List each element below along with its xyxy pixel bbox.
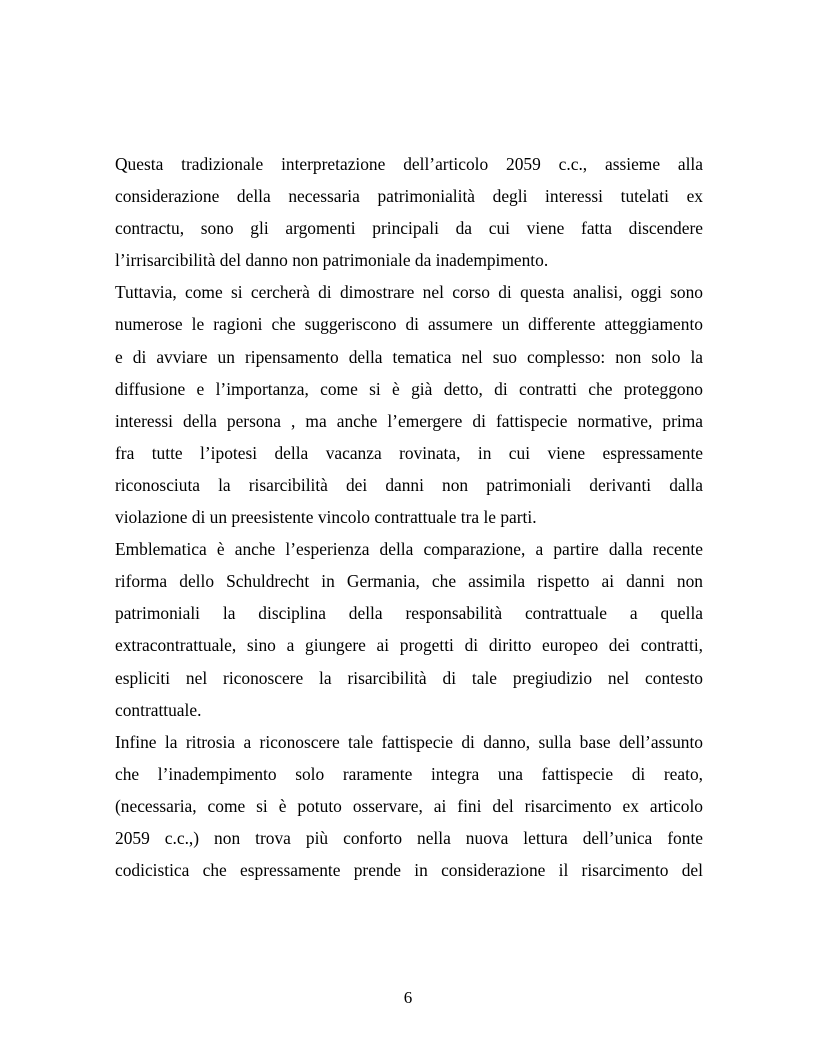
text-line: considerazione della necessaria patrimonialità degli interessi tutelati ex (115, 186, 703, 207)
text-line: codicistica che espressamente prende in considerazione il risarcimento del (115, 860, 703, 881)
text-line: numerose le ragioni che suggeriscono di assumere un differente atteggiamento (115, 314, 703, 335)
text-line: Questa tradizionale interpretazione dell’articolo 2059 c.c., assieme alla (115, 154, 703, 174)
text-line: contractu, sono gli argomenti principali da cui viene fatta discendere (115, 218, 703, 239)
text-line: riforma dello Schuldrecht in Germania, che assimila rispetto ai danni non (115, 571, 703, 592)
text-line: contrattuale. (115, 699, 202, 720)
text-line: riconosciuta la risarcibilità dei danni non patrimoniali derivanti dalla (115, 474, 703, 495)
text-line: interessi della persona , ma anche l’emergere di fattispecie normative, prima (115, 410, 703, 431)
text-line: patrimoniali la disciplina della responsabilità contrattuale a quella (115, 603, 703, 624)
text-line: l’irrisarcibilità del danno non patrimoniale da inadempimento. (115, 250, 549, 271)
text-line: Tuttavia, come si cercherà di dimostrare nel corso di questa analisi, oggi sono (115, 282, 703, 303)
text-line: Emblematica è anche l’esperienza della comparazione, a partire dalla recente (115, 539, 703, 560)
text-line: extracontrattuale, sino a giungere ai progetti di diritto europeo dei contratti, (115, 635, 703, 656)
text-line: fra tutte l’ipotesi della vacanza rovinata, in cui viene espressamente (115, 442, 703, 463)
text-line: (necessaria, come si è potuto osservare, ai fini del risarcimento ex articolo (115, 795, 703, 816)
text-line: che l’inadempimento solo raramente integra una fattispecie di reato, (115, 763, 703, 784)
text-line: violazione di un preesistente vincolo contrattuale tra le parti. (115, 507, 537, 528)
text-line: 2059 c.c.,) non trova più conforto nella nuova lettura dell’unica fonte (115, 827, 703, 848)
page-number: 6 (403, 988, 413, 1007)
text-line: Infine la ritrosia a riconoscere tale fattispecie di danno, sulla base dell’assunto (115, 731, 703, 752)
body-text (115, 148, 703, 886)
text-line: espliciti nel riconoscere la risarcibilità di tale pregiudizio nel contesto (115, 667, 703, 688)
text-line: e di avviare un ripensamento della tematica nel suo complesso: non solo la (115, 346, 703, 367)
text-line: diffusione e l’importanza, come si è già detto, di contratti che proteggono (115, 378, 703, 399)
